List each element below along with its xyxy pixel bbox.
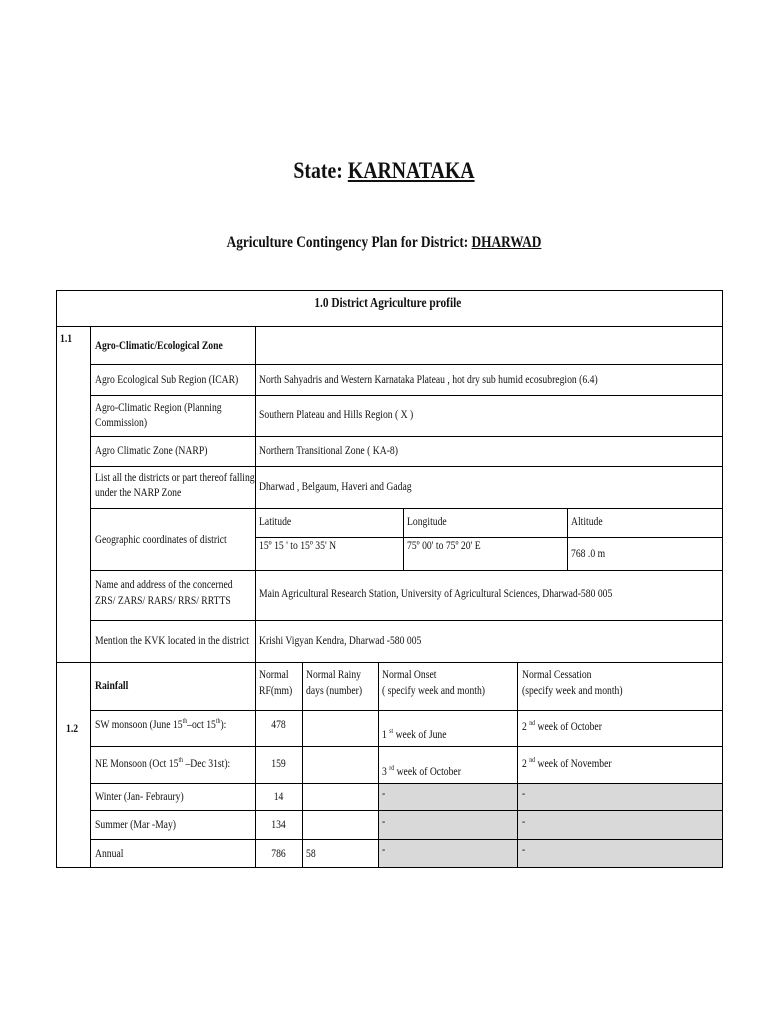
latitude-header: Latitude [259,516,292,528]
zrs-value: Main Agricultural Research Station, University of Agricultural Sciences, Dharwad-580 005 [259,588,613,600]
section-num-1-1: 1.1 [60,333,73,345]
zone-title: Agro-Climatic/Ecological Zone [95,340,223,352]
rule [90,620,723,621]
planning-label-1: Agro-Climatic Region (Planning [95,402,222,414]
districts-label-2: under the NARP Zone [95,487,182,499]
altitude-value: 768 .0 m [571,548,606,560]
cessation-header-2: (specify week and month) [522,685,623,697]
ne-rf: 159 [271,758,286,770]
zrs-label-1: Name and address of the concerned [95,579,233,591]
rule [517,662,518,867]
geo-label: Geographic coordinates of district [95,534,227,546]
rule [403,508,404,570]
section-title: 1.0 District Agriculture profile [314,295,462,310]
onset-header-1: Normal Onset [382,669,437,681]
summer-label: Summer (Mar -May) [95,819,177,831]
plan-label: Agriculture Contingency Plan for District: [226,234,472,251]
narp-label: Agro Climatic Zone (NARP) [95,445,208,457]
rf-header-1: Normal [259,669,289,681]
rule [90,783,723,784]
rule [255,326,256,662]
rule [302,662,303,867]
shade-summer-cess [518,810,722,839]
rule [90,508,723,509]
shade-winter-onset [379,783,518,810]
rule [56,290,723,291]
plan-title [54,234,714,252]
latitude-value: 15º 15 ' to 15º 35' N [259,540,337,552]
rule [90,570,723,571]
state-title [54,158,714,184]
section-num-1-2: 1.2 [66,723,79,735]
district-name: DHARWAD [471,234,542,251]
rule [90,326,91,867]
sw-rf: 478 [271,719,286,731]
rule [90,364,723,365]
shade-winter-cess [518,783,722,810]
rf-header-2: RF(mm) [259,685,293,697]
state-name: KARNATAKA [347,158,475,183]
shade-summer-onset [379,810,518,839]
rule [90,436,723,437]
longitude-header: Longitude [407,516,447,528]
longitude-value: 75º 00' to 75º 20' E [407,540,481,552]
kvk-label: Mention the KVK located in the district [95,635,249,647]
annual-label: Annual [95,848,124,860]
rule [56,290,57,868]
rule [722,290,723,868]
shade-annual-cess [518,839,722,867]
altitude-header: Altitude [571,516,603,528]
rule [378,662,379,867]
rainfall-title: Rainfall [95,680,129,692]
rule [90,395,723,396]
rule [90,710,723,711]
rule [567,508,568,570]
sw-onset: 1 $^{st}$ week of June [382,727,447,741]
winter-cessation: - [522,788,526,800]
rule [90,810,723,811]
days-header-1: Normal Rainy [306,669,362,681]
state-label: State: [293,158,348,183]
annual-onset: - [382,844,386,856]
rule [56,867,723,868]
kvk-value: Krishi Vigyan Kendra, Dharwad -580 005 [259,635,422,647]
zrs-label-2: ZRS/ ZARS/ RARS/ RRS/ RRTTS [95,595,231,607]
narp-value: Northern Transitional Zone ( KA-8) [259,445,398,457]
districts-value: Dharwad , Belgaum, Haveri and Gadag [259,481,412,493]
rule [255,537,723,538]
rule [90,839,723,840]
annual-days: 58 [306,848,316,860]
rule [56,662,723,663]
annual-cessation: - [522,844,526,856]
winter-rf: 14 [273,791,284,803]
onset-header-2: ( specify week and month) [382,685,486,697]
cessation-header-1: Normal Cessation [522,669,592,681]
sw-cessation: 2 $^{nd}$ week of October [522,719,602,733]
summer-onset: - [382,816,386,828]
rule [90,746,723,747]
planning-label-2: Commission) [95,417,148,429]
annual-rf: 786 [271,848,286,860]
districts-label-1: List all the districts or part thereof falling [95,472,255,484]
ne-monsoon-label: NE Monsoon (Oct 15th –Dec 31st): [95,756,231,770]
days-header-2: days (number) [306,685,363,697]
sw-monsoon-label: SW monsoon (June 15th–oct 15th): [95,717,227,731]
winter-onset: - [382,788,386,800]
rule [90,466,723,467]
shade-annual-onset [379,839,518,867]
icar-value: North Sahyadris and Western Karnataka Plateau , hot dry sub humid ecosubregion (6.4) [259,374,598,386]
summer-cessation: - [522,816,526,828]
planning-value: Southern Plateau and Hills Region ( X ) [259,409,414,421]
winter-label: Winter (Jan- Febraury) [95,791,184,803]
icar-label: Agro Ecological Sub Region (ICAR) [95,374,239,386]
ne-cessation: 2 $^{nd}$ week of November [522,756,612,770]
summer-rf: 134 [271,819,286,831]
rule [56,326,723,327]
ne-onset: 3 $^{rd}$ week of October [382,764,461,778]
